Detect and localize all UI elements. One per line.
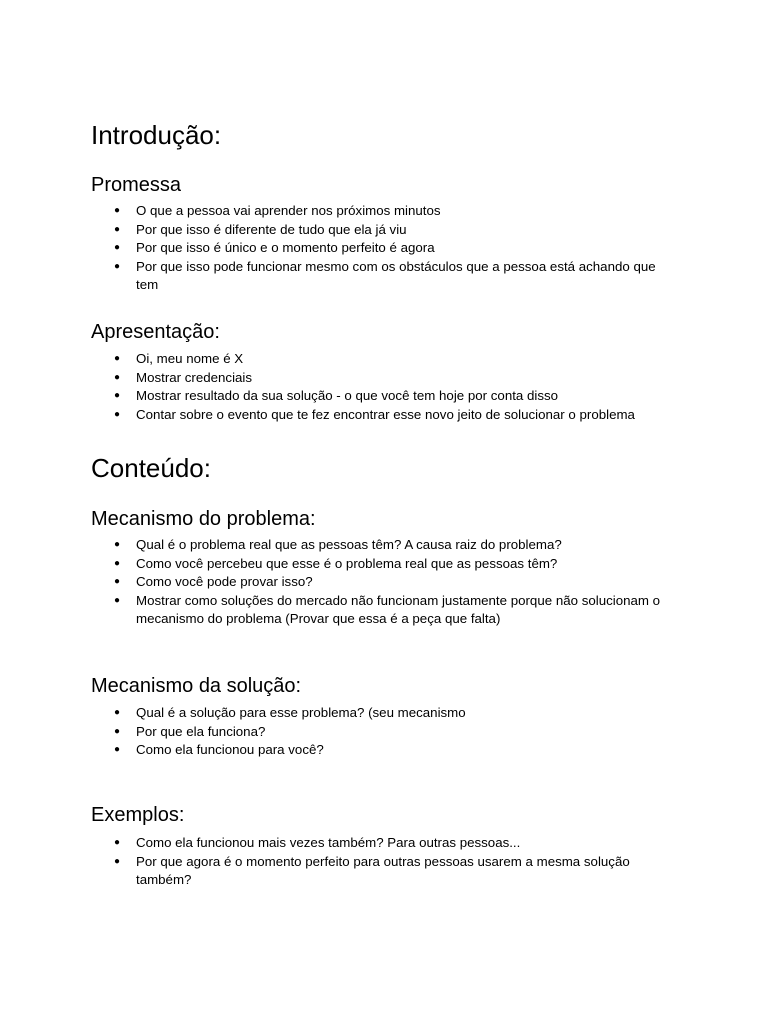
- list-apresentacao: [91, 350, 681, 424]
- bullet-icon: ●: [114, 408, 121, 420]
- bullet-icon: ●: [114, 576, 121, 587]
- heading-conteudo: Conteúdo:: [91, 453, 211, 483]
- list-item: ● Mostrar como soluções do mercado não funcionam justamente porque não solucionam o mecanismo do problema (Provar que essa é a peça que falta): [114, 592, 661, 626]
- list-item: ● Como ela funcionou mais vezes também? Para outras pessoas...: [91, 834, 681, 853]
- bullet-icon: ●: [114, 242, 121, 253]
- heading-promessa: Promessa: [91, 174, 182, 196]
- bullet-icon: ●: [114, 260, 121, 272]
- list-item: ● Por que ela funciona?: [91, 723, 681, 742]
- heading-apresentacao: Apresentação:: [91, 321, 220, 343]
- list-mecanismo-problema: [91, 536, 681, 629]
- list-item: ● Por que isso é único e o momento perfeito é agora: [91, 239, 681, 258]
- list-exemplos: [91, 834, 681, 890]
- list-item: ● Qual é a solução para esse problema? (seu mecanismo: [91, 704, 681, 723]
- bullet-icon: ●: [114, 557, 121, 569]
- list-item: ● Por que isso é diferente de tudo que ela já viu: [91, 221, 681, 240]
- list-item: ● O que a pessoa vai aprender nos próximos minutos: [91, 202, 681, 221]
- bullet-icon: ●: [114, 371, 121, 383]
- bullet-icon: ●: [114, 744, 121, 755]
- list-promessa: [91, 202, 681, 295]
- bullet-icon: ●: [114, 390, 121, 401]
- heading-introducao: Introdução:: [91, 120, 222, 150]
- bullet-icon: ●: [114, 707, 121, 718]
- bullet-icon: ●: [114, 539, 121, 550]
- list-item: ● Oi, meu nome é X: [91, 350, 681, 369]
- heading-mecanismo-solucao: Mecanismo da solução:: [91, 675, 302, 697]
- bullet-icon: ●: [114, 223, 121, 235]
- list-item: ● Como você pode provar isso?: [91, 573, 681, 592]
- list-item: ● Mostrar credenciais: [91, 369, 681, 388]
- list-item: ● Por que isso pode funcionar mesmo com os obstáculos que a pessoa está achando que tem: [114, 258, 656, 292]
- bullet-icon: ●: [114, 594, 121, 606]
- list-item: ● Contar sobre o evento que te fez encontrar esse novo jeito de solucionar o problema: [91, 406, 681, 425]
- heading-exemplos: Exemplos:: [91, 804, 185, 826]
- list-item: ● Como você percebeu que esse é o problema real que as pessoas têm?: [91, 555, 681, 574]
- heading-mecanismo-problema: Mecanismo do problema:: [91, 508, 316, 530]
- bullet-icon: ●: [114, 855, 121, 867]
- bullet-icon: ●: [114, 725, 121, 737]
- list-mecanismo-solucao: [91, 704, 681, 760]
- bullet-icon: ●: [114, 205, 121, 216]
- list-item: ● Mostrar resultado da sua solução - o que você tem hoje por conta disso: [91, 387, 681, 406]
- list-item: ● Como ela funcionou para você?: [91, 741, 681, 760]
- bullet-icon: ●: [114, 837, 121, 848]
- list-item: ● Por que agora é o momento perfeito para outras pessoas usarem a mesma solução também?: [114, 853, 630, 887]
- bullet-icon: ●: [114, 353, 121, 364]
- list-item: ● Qual é o problema real que as pessoas têm? A causa raiz do problema?: [91, 536, 681, 555]
